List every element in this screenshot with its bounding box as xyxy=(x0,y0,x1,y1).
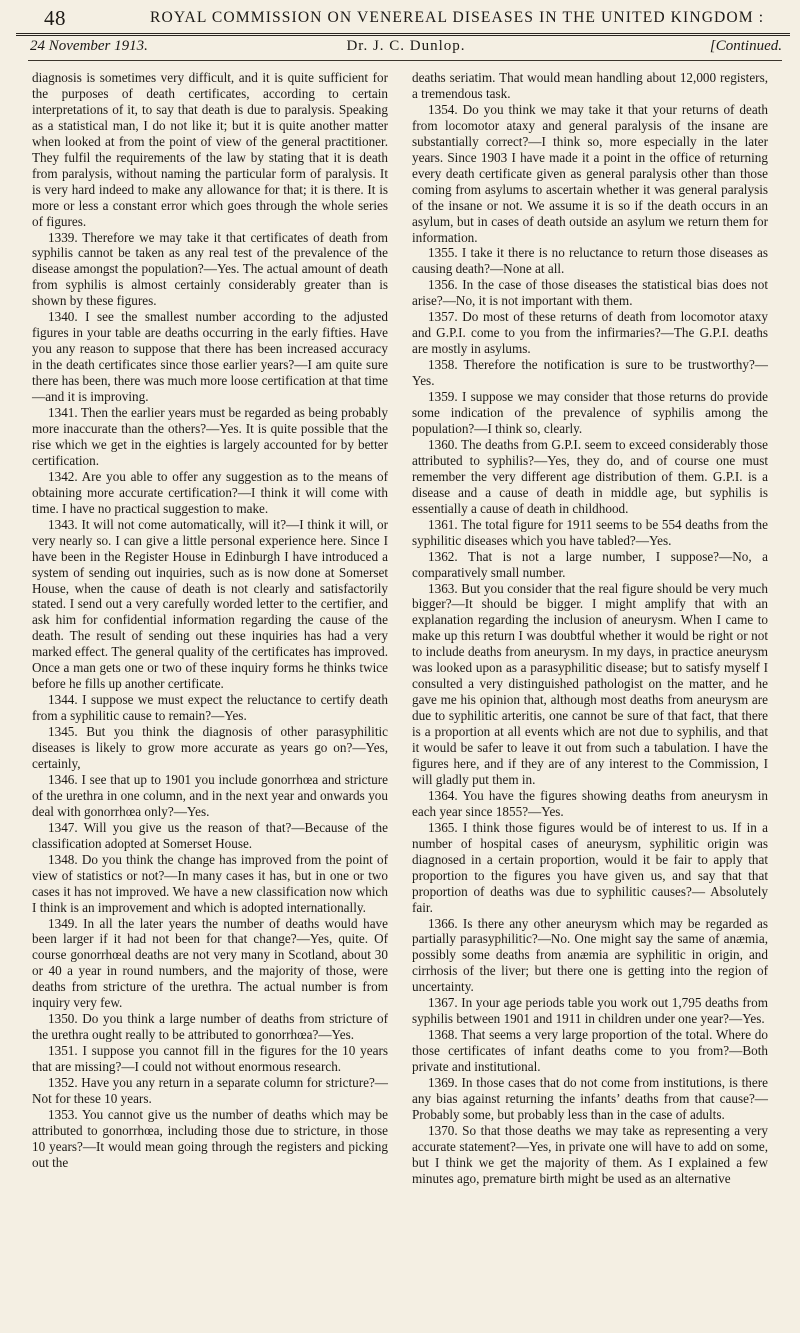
paragraph: 1342. Are you able to offer any suggestion as to the means of obtaining more accurate certification?—I think it will come with time. I have no practical suggestion to make. xyxy=(32,468,388,516)
header-rule xyxy=(16,33,790,36)
paragraph: 1346. I see that up to 1901 you include gonorrhœa and stricture of the urethra in one column, and in the next year and onwards you deal with gonorrhœa only?—Yes. xyxy=(32,771,388,819)
paragraph: 1340. I see the smallest number according to the adjusted figures in your table are deaths occurring in the early fifties. Have you any reason to suppose that there has been increased accuracy in the death certificates since those earlier years?—I am quite sure there has been, there was much more loose certification at that time —and it is improving. xyxy=(32,309,388,405)
continued-label: [Continued. xyxy=(709,38,782,54)
paragraph: 1341. Then the earlier years must be regarded as being probably more inaccurate than the others?—Yes. It is quite possible that the rise which we get in the eighties is largely accounted for by better certification. xyxy=(32,405,388,468)
paragraph: diagnosis is sometimes very difficult, and it is quite sufficient for the purposes of death certificates, according to certain interpretations of it, to say that death is due to paralysis. Speaking as a statistical man, I do not like it; but it is quite another matter when looked at from the point of view of the general practitioner. They fulfil the requirements of the law by stating that it is death from paralysis, without naming the particular form of paralysis. It is very hard indeed to make any allowance for that; it is there. It is more or less a constant error which goes through the whole series of figures. xyxy=(32,70,388,229)
paragraph: deaths seriatim. That would mean handling about 12,000 registers, a tremendous task. xyxy=(412,70,768,101)
hearing-date: 24 November 1913. xyxy=(30,38,148,54)
paragraph: 1347. Will you give us the reason of that?—Because of the classification adopted at Somerset House. xyxy=(32,819,388,851)
paragraph: 1356. In the case of those diseases the statistical bias does not arise?—No, it is not important with them. xyxy=(412,277,768,309)
paragraph: 1367. In your age periods table you work out 1,795 deaths from syphilis between 1901 and 1911 in children under one year?—Yes. xyxy=(412,995,768,1027)
subheading xyxy=(30,38,782,60)
running-head xyxy=(44,6,780,28)
paragraph: 1344. I suppose we must expect the reluctance to certify death from a syphilitic cause to remain?—Yes. xyxy=(32,692,388,724)
paragraph: 1368. That seems a very large proportion of the total. Where do those certificates of infant deaths come to you from?—Both private and institutional. xyxy=(412,1027,768,1075)
paragraph: 1357. Do most of these returns of death from locomotor ataxy and G.P.I. come to you from the infirmaries?—The G.P.I. deaths are mostly in asylums. xyxy=(412,309,768,357)
paragraph: 1354. Do you think we may take it that your returns of death from locomotor ataxy and general paralysis of the insane are substantially correct?—I think so, more especially in the later years. Since 1903 I have made it a point in the office of returning every death certificate given as general paralysis other than those coming from asylums to ascertain whether it was general paralysis of the insane or not. We assume it is so if the death occurs in an asylum, but in cases of death outside an asylum we return them for information. xyxy=(412,101,768,245)
paragraph: 1345. But you think the diagnosis of other parasyphilitic diseases is likely to grow more accurate as years go on?—Yes, certainly, xyxy=(32,724,388,771)
paragraph: 1349. In all the later years the number of deaths would have been larger if it had not been for that change?—Yes, quite. Of course gonorrhœal deaths are not very many in Scotland, about 30 or 40 a year in round numbers, and the majority of those, were deaths from stricture of the urethra. The actual number is from inquiry very few. xyxy=(32,915,388,1011)
paragraph: 1362. That is not a large number, I suppose?—No, a comparatively small number. xyxy=(412,548,768,580)
paragraph: 1370. So that those deaths we may take as representing a very accurate statement?—Yes, in private one will have to add on some, but I think we get the majority of them. As I explained a few minutes ago, premature birth might be used as an alternative xyxy=(412,1122,768,1186)
paragraph: 1363. But you consider that the real figure should be very much bigger?—It should be bigger. I might amplify that with an explanation regarding the inclusion of aneurysm. When I came to make up this return I was doubtful whether it would be right or not to include deaths from aneurysm. In my days, in practice aneurysm was looked upon as a parasyphilitic disease; but to satisfy myself I consulted a very distinguished pathologist on the matter, and he gave me his opinion that, although most deaths from aneurysm are due to syphilitic arteritis, one cannot be sure of that fact, that there is a proportion at all events which are not due to syphilis, and that it would be safer to leave it out from such a tabulation. I have the figures here, and if they are of any interest to the Commission, I will gladly put them in. xyxy=(412,580,768,787)
paragraph: 1343. It will not come automatically, will it?—I think it will, or very nearly so. I can give a little personal experience here. Since I have been in the Register House in Edinburgh I have introduced a system of sending out inquiries, such as is now done at Somerset House, when the cause of death is not clearly and satisfactorily stated. I send out a very carefully worded letter to the certifier, and ask him for confidential information regarding the cause of the death. The result of sending out these inquiries has had a very marked effect. The general quality of the certificates has improved. Once a man gets one or two of these inquiry forms he thinks twice before he fills up another certificate. xyxy=(32,516,388,692)
paragraph: 1353. You cannot give us the number of deaths which may be attributed to gonorrhœa, including those due to stricture, in those 10 years?—It would mean going through the registers and picking out the xyxy=(32,1106,388,1170)
paragraph: 1361. The total figure for 1911 seems to be 554 deaths from the syphilitic diseases which you have tabled?—Yes. xyxy=(412,516,768,548)
subheading-rule xyxy=(28,60,782,61)
paragraph: 1351. I suppose you cannot fill in the figures for the 10 years that are missing?—I could not without enormous research. xyxy=(32,1043,388,1075)
paragraph: 1339. Therefore we may take it that certificates of death from syphilis cannot be taken as any real test of the prevalence of the disease amongst the population?—Yes. The actual amount of death from syphilis is almost certainly considerably greater than is shown by these figures. xyxy=(32,229,388,309)
paragraph: 1366. Is there any other aneurysm which may be regarded as partially parasyphilitic?—No. One might say the same of anæmia, possibly some deaths from anæmia are syphilitic in origin, and cirrhosis of the liver; but there one is getting into the region of uncertainty. xyxy=(412,915,768,995)
witness-name: Dr. J. C. Dunlop. xyxy=(346,38,466,54)
paragraph: 1355. I take it there is no reluctance to return those diseases as causing death?—None at all. xyxy=(412,245,768,277)
paragraph: 1360. The deaths from G.P.I. seem to exceed considerably those attributed to syphilis?—Yes, they do, and of course one must remember the very different age distribution of them. G.P.I. is a disease and a cause of death in middle age, but syphilis is essentially a cause of death in childhood. xyxy=(412,436,768,516)
paragraph: 1352. Have you any return in a separate column for stricture?—Not for these 10 years. xyxy=(32,1075,388,1106)
paragraph: 1369. In those cases that do not come from institutions, is there any bias against returning the infants’ deaths from that cause?—Probably some, but probably less than in the case of adults. xyxy=(412,1075,768,1122)
paragraph: 1359. I suppose we may consider that those returns do provide some indication of the prevalence of syphilis among the population?—I think so, clearly. xyxy=(412,389,768,436)
paragraph: 1350. Do you think a large number of deaths from stricture of the urethra ought really to be attributed to gonorrhœa?—Yes. xyxy=(32,1011,388,1043)
right-column xyxy=(412,70,768,1187)
paragraph: 1348. Do you think the change has improved from the point of view of statistics or not?—In many cases it has, but in one or two cases it has not improved. We have a new classification now which I think is an improvement and which is adopted internationally. xyxy=(32,851,388,915)
paragraph: 1365. I think those figures would be of interest to us. If in a number of hospital cases of aneurysm, syphilitic origin was diagnosed in a certain proportion, would it be fair to apply that proportion to the figures you have given us, and say that that proportion of deaths was due to syphilitic causes?— Absolutely fair. xyxy=(412,819,768,915)
paragraph: 1358. Therefore the notification is sure to be trustworthy?—Yes. xyxy=(412,357,768,389)
paragraph: 1364. You have the figures showing deaths from aneurysm in each year since 1855?—Yes. xyxy=(412,787,768,819)
running-title: ROYAL COMMISSION ON VENEREAL DISEASES IN THE UNITED KINGDOM : xyxy=(150,9,765,26)
left-column xyxy=(32,70,388,1171)
page-number: 48 xyxy=(44,6,66,28)
